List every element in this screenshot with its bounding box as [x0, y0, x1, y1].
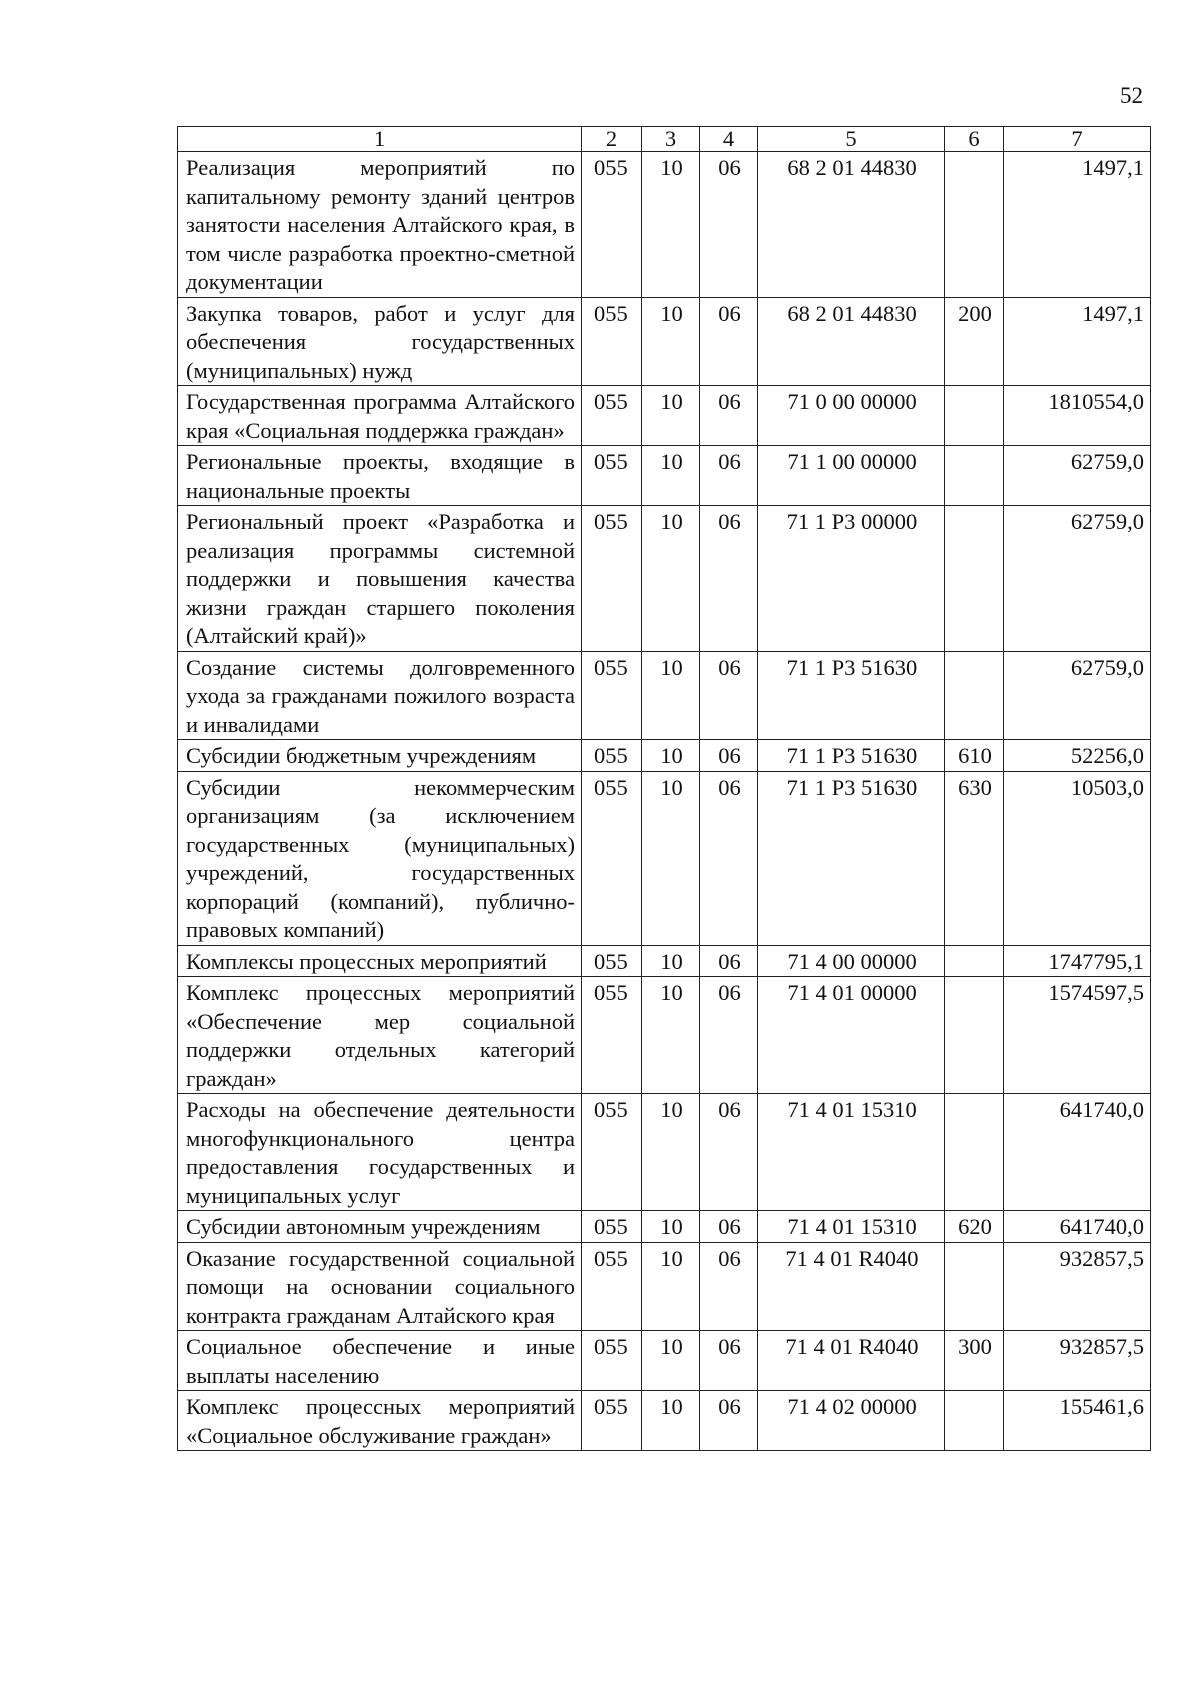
target-article-cell: 71 4 01 15310	[758, 1094, 945, 1211]
expense-type-cell	[945, 1391, 1004, 1451]
subsection-code-cell: 06	[700, 506, 758, 652]
amount-cell: 641740,0	[1004, 1094, 1151, 1211]
target-article-cell: 71 4 01 00000	[758, 977, 945, 1094]
amount-cell: 1810554,0	[1004, 386, 1151, 446]
amount-cell: 62759,0	[1004, 651, 1151, 740]
ministry-code-cell: 055	[582, 446, 642, 506]
column-header-5: 5	[758, 127, 945, 152]
column-header-1: 1	[178, 127, 582, 152]
table-row	[178, 386, 1151, 446]
row-name-cell: Комплексы процессных мероприятий	[178, 945, 582, 977]
table-row	[178, 945, 1151, 977]
expense-type-cell: 610	[945, 740, 1004, 772]
amount-cell: 1497,1	[1004, 152, 1151, 298]
amount-cell: 1497,1	[1004, 297, 1151, 386]
subsection-code-cell: 06	[700, 740, 758, 772]
row-name-cell: Закупка товаров, работ и услуг для обеспечения государственных (муниципальных) нужд	[178, 297, 582, 386]
amount-cell: 1574597,5	[1004, 977, 1151, 1094]
column-header-2: 2	[582, 127, 642, 152]
subsection-code-cell: 06	[700, 1331, 758, 1391]
amount-cell: 155461,6	[1004, 1391, 1151, 1451]
table-row	[178, 1211, 1151, 1243]
expense-type-cell	[945, 1094, 1004, 1211]
expense-type-cell: 620	[945, 1211, 1004, 1243]
section-code-cell: 10	[642, 1331, 700, 1391]
section-code-cell: 10	[642, 386, 700, 446]
ministry-code-cell: 055	[582, 651, 642, 740]
expense-type-cell	[945, 152, 1004, 298]
section-code-cell: 10	[642, 297, 700, 386]
expense-type-cell: 300	[945, 1331, 1004, 1391]
expense-type-cell	[945, 386, 1004, 446]
target-article-cell: 71 4 01 R4040	[758, 1242, 945, 1331]
target-article-cell: 71 1 P3 00000	[758, 506, 945, 652]
target-article-cell: 68 2 01 44830	[758, 297, 945, 386]
subsection-code-cell: 06	[700, 1211, 758, 1243]
target-article-cell: 71 4 01 15310	[758, 1211, 945, 1243]
ministry-code-cell: 055	[582, 506, 642, 652]
ministry-code-cell: 055	[582, 740, 642, 772]
section-code-cell: 10	[642, 977, 700, 1094]
table-row	[178, 1094, 1151, 1211]
subsection-code-cell: 06	[700, 651, 758, 740]
subsection-code-cell: 06	[700, 297, 758, 386]
section-code-cell: 10	[642, 152, 700, 298]
row-name-cell: Расходы на обеспечение деятельности многофункционального центра предоставления государственных и муниципальных услуг	[178, 1094, 582, 1211]
section-code-cell: 10	[642, 1094, 700, 1211]
ministry-code-cell: 055	[582, 1391, 642, 1451]
table-row	[178, 1242, 1151, 1331]
amount-cell: 932857,5	[1004, 1242, 1151, 1331]
amount-cell: 52256,0	[1004, 740, 1151, 772]
expense-type-cell	[945, 977, 1004, 1094]
expense-type-cell	[945, 1242, 1004, 1331]
row-name-cell: Региональные проекты, входящие в национальные проекты	[178, 446, 582, 506]
section-code-cell: 10	[642, 506, 700, 652]
ministry-code-cell: 055	[582, 386, 642, 446]
row-name-cell: Создание системы долговременного ухода за гражданами пожилого возраста и инвалидами	[178, 651, 582, 740]
section-code-cell: 10	[642, 1211, 700, 1243]
subsection-code-cell: 06	[700, 1391, 758, 1451]
amount-cell: 62759,0	[1004, 506, 1151, 652]
subsection-code-cell: 06	[700, 1242, 758, 1331]
column-header-6: 6	[945, 127, 1004, 152]
row-name-cell: Региональный проект «Разработка и реализация программы системной поддержки и повышения качества жизни граждан старшего поколения (Алтайский край)»	[178, 506, 582, 652]
ministry-code-cell: 055	[582, 1331, 642, 1391]
amount-cell: 641740,0	[1004, 1211, 1151, 1243]
row-name-cell: Субсидии некоммерческим организациям (за исключением государственных (муниципальных) учреждений, государственных корпораций (компаний), публично-правовых компаний)	[178, 771, 582, 945]
target-article-cell: 71 1 00 00000	[758, 446, 945, 506]
ministry-code-cell: 055	[582, 945, 642, 977]
subsection-code-cell: 06	[700, 771, 758, 945]
subsection-code-cell: 06	[700, 386, 758, 446]
table-row	[178, 1391, 1151, 1451]
column-header-7: 7	[1004, 127, 1151, 152]
amount-cell: 1747795,1	[1004, 945, 1151, 977]
target-article-cell: 71 1 P3 51630	[758, 771, 945, 945]
subsection-code-cell: 06	[700, 977, 758, 1094]
column-header-3: 3	[642, 127, 700, 152]
section-code-cell: 10	[642, 1391, 700, 1451]
target-article-cell: 71 1 P3 51630	[758, 651, 945, 740]
subsection-code-cell: 06	[700, 152, 758, 298]
header-row	[178, 127, 1151, 152]
row-name-cell: Социальное обеспечение и иные выплаты населению	[178, 1331, 582, 1391]
ministry-code-cell: 055	[582, 1211, 642, 1243]
expense-type-cell	[945, 651, 1004, 740]
target-article-cell: 71 4 02 00000	[758, 1391, 945, 1451]
target-article-cell: 68 2 01 44830	[758, 152, 945, 298]
row-name-cell: Комплекс процессных мероприятий «Социальное обслуживание граждан»	[178, 1391, 582, 1451]
subsection-code-cell: 06	[700, 446, 758, 506]
column-header-4: 4	[700, 127, 758, 152]
table-row	[178, 771, 1151, 945]
expense-type-cell	[945, 446, 1004, 506]
ministry-code-cell: 055	[582, 1242, 642, 1331]
target-article-cell: 71 4 01 R4040	[758, 1331, 945, 1391]
row-name-cell: Государственная программа Алтайского края «Социальная поддержка граждан»	[178, 386, 582, 446]
subsection-code-cell: 06	[700, 1094, 758, 1211]
table-row	[178, 977, 1151, 1094]
ministry-code-cell: 055	[582, 771, 642, 945]
row-name-cell: Субсидии автономным учреждениям	[178, 1211, 582, 1243]
ministry-code-cell: 055	[582, 1094, 642, 1211]
row-name-cell: Субсидии бюджетным учреждениям	[178, 740, 582, 772]
section-code-cell: 10	[642, 945, 700, 977]
table-row	[178, 740, 1151, 772]
section-code-cell: 10	[642, 740, 700, 772]
ministry-code-cell: 055	[582, 297, 642, 386]
section-code-cell: 10	[642, 771, 700, 945]
section-code-cell: 10	[642, 446, 700, 506]
section-code-cell: 10	[642, 1242, 700, 1331]
row-name-cell: Комплекс процессных мероприятий «Обеспечение мер социальной поддержки отдельных категорий граждан»	[178, 977, 582, 1094]
table-row	[178, 446, 1151, 506]
expense-type-cell: 200	[945, 297, 1004, 386]
table-row	[178, 506, 1151, 652]
row-name-cell: Оказание государственной социальной помощи на основании социального контракта гражданам Алтайского края	[178, 1242, 582, 1331]
section-code-cell: 10	[642, 651, 700, 740]
expense-type-cell	[945, 945, 1004, 977]
subsection-code-cell: 06	[700, 945, 758, 977]
amount-cell: 10503,0	[1004, 771, 1151, 945]
page-number: 52	[1120, 83, 1143, 108]
budget-table	[177, 126, 1151, 1451]
target-article-cell: 71 0 00 00000	[758, 386, 945, 446]
amount-cell: 932857,5	[1004, 1331, 1151, 1391]
target-article-cell: 71 4 00 00000	[758, 945, 945, 977]
amount-cell: 62759,0	[1004, 446, 1151, 506]
table-row	[178, 651, 1151, 740]
table-body	[178, 152, 1151, 1451]
table-row	[178, 297, 1151, 386]
row-name-cell: Реализация мероприятий по капитальному ремонту зданий центров занятости населения Алтайского края, в том числе разработка проектно-сметной документации	[178, 152, 582, 298]
table-row	[178, 152, 1151, 298]
expense-type-cell: 630	[945, 771, 1004, 945]
ministry-code-cell: 055	[582, 152, 642, 298]
ministry-code-cell: 055	[582, 977, 642, 1094]
table-row	[178, 1331, 1151, 1391]
expense-type-cell	[945, 506, 1004, 652]
target-article-cell: 71 1 P3 51630	[758, 740, 945, 772]
